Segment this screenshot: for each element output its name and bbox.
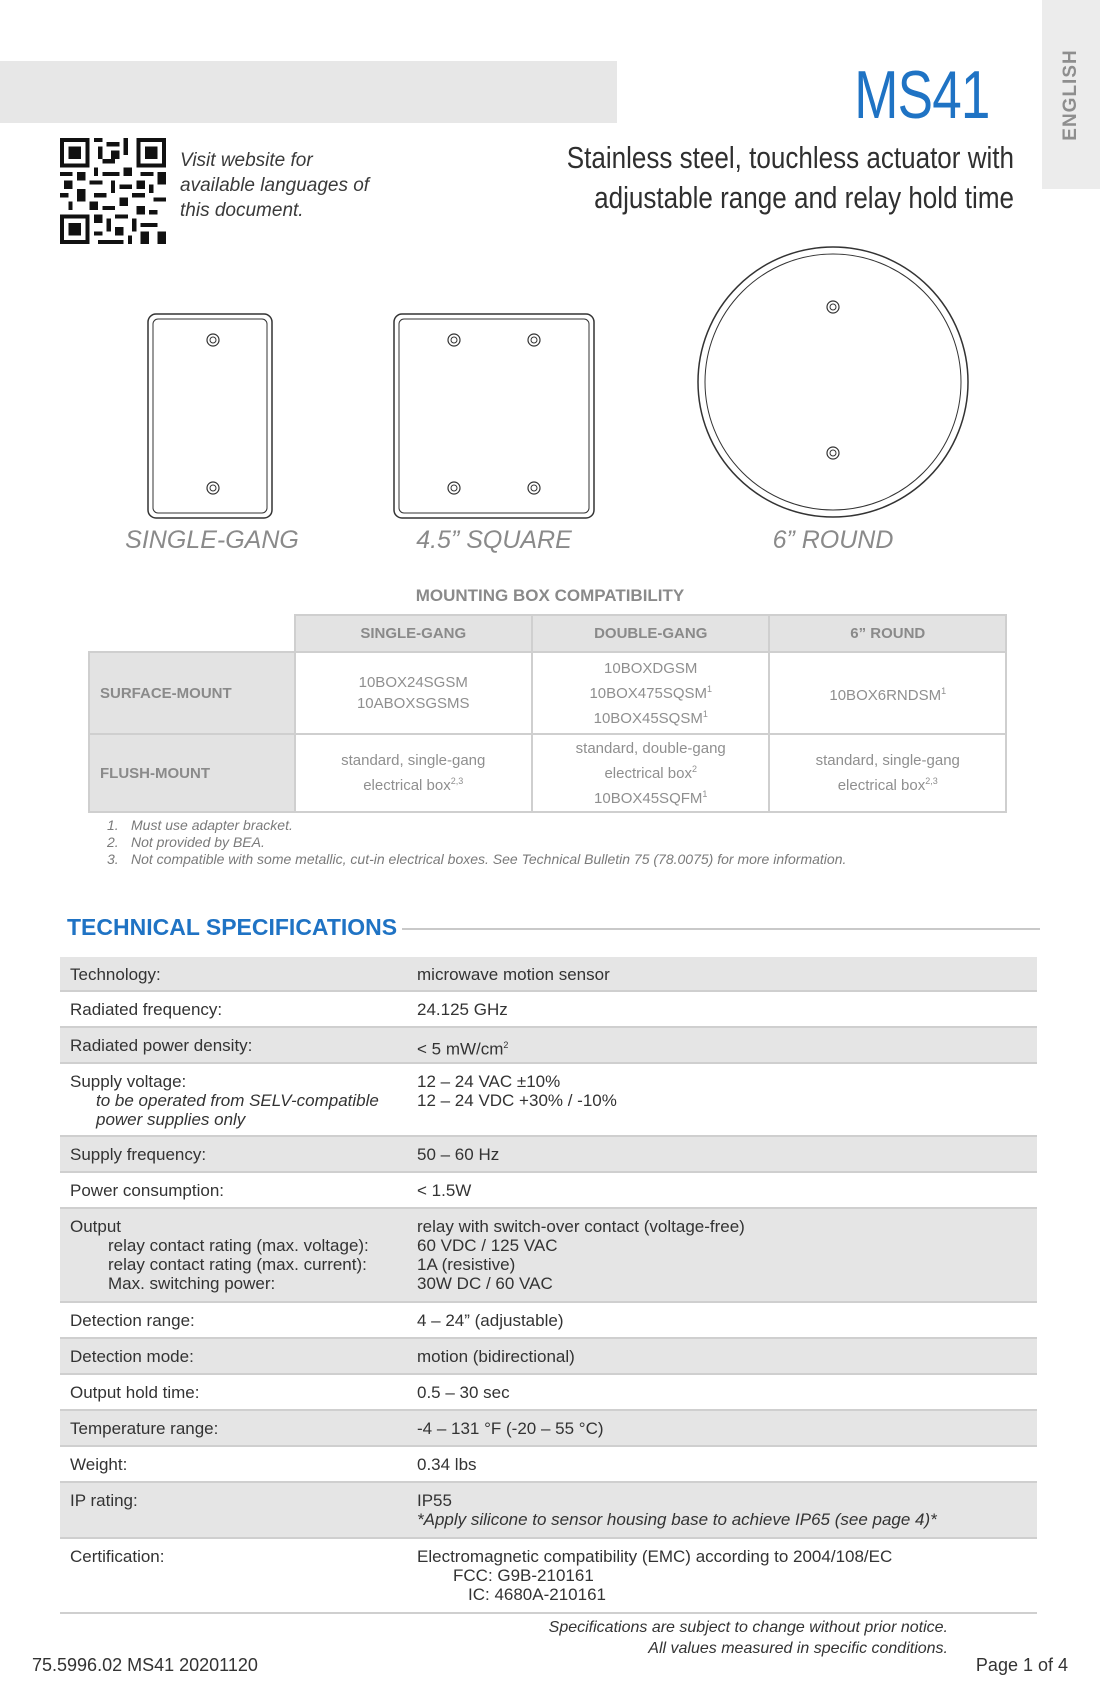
spec-value-line: 12 – 24 VDC +30% / -10%	[417, 1091, 617, 1110]
spec-value: 0.34 lbs	[417, 1455, 477, 1474]
spec-value: -4 – 131 °F (-20 – 55 °C)	[417, 1419, 604, 1438]
disclaimer-line-2: All values measured in specific conditions.	[648, 1640, 948, 1657]
spec-value	[417, 1072, 1037, 1128]
spec-value: 0.5 – 30 sec	[417, 1383, 510, 1402]
spec-row-output	[60, 1209, 1037, 1303]
cell-line	[534, 704, 768, 729]
table-cell	[769, 652, 1006, 734]
page-number: Page 1 of 4	[975, 1655, 1068, 1675]
table-cell	[532, 652, 770, 734]
cell-line	[534, 784, 768, 809]
row-header: FLUSH-MOUNT	[89, 734, 295, 812]
column-header: DOUBLE-GANG	[532, 615, 770, 652]
cell-line	[771, 771, 1004, 796]
cell-text: electrical box	[837, 777, 926, 794]
language-tab[interactable]	[1042, 0, 1100, 189]
spec-value: 24.125 GHz	[417, 1000, 508, 1019]
cell-text: 10BOX45SQFM	[594, 789, 703, 807]
round-plate-drawing	[693, 245, 973, 525]
spec-row-temperature	[60, 1411, 1037, 1447]
cell-line	[534, 759, 768, 784]
spec-value-line: 1A (resistive)	[417, 1255, 516, 1274]
spec-key-line: relay contact rating (max. current):	[108, 1255, 367, 1274]
footnote-ref: 2,3	[925, 776, 938, 786]
qr-caption-line-1: Visit website for	[180, 150, 313, 171]
qr-caption-line-2: available languages of	[180, 175, 370, 196]
table-corner	[89, 615, 295, 652]
footnote-number: 1.	[107, 817, 119, 833]
spec-key-line: Output	[70, 1217, 122, 1236]
cell-text: 10BOX475SQSM	[589, 684, 707, 702]
footnotes	[107, 817, 846, 868]
footnote-ref: 1	[702, 788, 708, 799]
table-cell	[295, 734, 532, 812]
footnote	[107, 817, 846, 834]
spec-value-line: *Apply silicone to sensor housing base to achieve IP65 (see page 4)*	[417, 1510, 937, 1529]
spec-row-supply-frequency	[60, 1137, 1037, 1173]
spec-row-power-density	[60, 1028, 1037, 1064]
footnote-text: Not provided by BEA.	[131, 834, 265, 850]
cell-line: standard, single-gang	[341, 752, 486, 769]
spec-row-certification	[60, 1539, 1037, 1614]
spec-value	[417, 1036, 1037, 1059]
cell-line	[297, 771, 530, 796]
table-row	[89, 652, 1006, 734]
language-tab-label: ENGLISH	[1060, 49, 1081, 141]
cell-text: 10BOX45SQSM	[593, 709, 703, 727]
cell-line: standard, double-gang	[575, 739, 726, 757]
disclaimer-line-1: Specifications are subject to change without prior notice.	[548, 1619, 948, 1636]
spec-value-line: FCC: G9B-210161	[453, 1566, 594, 1585]
spec-value	[417, 1217, 1037, 1294]
model-title: MS41	[854, 57, 990, 133]
single-gang-plate-drawing	[145, 311, 275, 521]
header-gray-bar	[0, 61, 617, 123]
spec-row-weight	[60, 1447, 1037, 1483]
spec-key: Supply frequency:	[70, 1145, 207, 1164]
table-cell	[769, 734, 1006, 812]
spec-value: microwave motion sensor	[417, 965, 610, 984]
subtitle-line-2: adjustable range and relay hold time	[594, 180, 1014, 215]
footnote	[107, 851, 846, 868]
spec-value-line: 12 – 24 VAC ±10%	[417, 1072, 561, 1091]
subtitle-line-1: Stainless steel, touchless actuator with	[566, 140, 1014, 175]
spec-key: Certification:	[70, 1547, 165, 1566]
spec-row-detection-range	[60, 1303, 1037, 1339]
column-header: 6” ROUND	[769, 615, 1006, 652]
spec-key: Radiated power density:	[70, 1036, 253, 1055]
single-gang-label: SINGLE-GANG	[125, 526, 299, 554]
spec-key-line: Max. switching power:	[108, 1274, 276, 1293]
spec-key: Power consumption:	[70, 1181, 225, 1200]
table-row	[89, 734, 1006, 812]
cell-text: electrical box	[604, 764, 692, 782]
footnote-ref: 1	[707, 683, 713, 694]
spec-row-hold-time	[60, 1375, 1037, 1411]
qr-caption-line-3: this document.	[180, 200, 304, 221]
footnote-text: Not compatible with some metallic, cut-in electrical boxes. See Technical Bulletin 75 (78.0075) for more information.	[131, 851, 847, 867]
spec-key: Output hold time:	[70, 1383, 200, 1402]
cell-line: 10BOXDGSM	[604, 659, 698, 677]
spec-value: motion (bidirectional)	[417, 1347, 575, 1366]
qr-code-icon[interactable]	[60, 138, 166, 244]
section-divider	[402, 928, 1040, 930]
footnote-ref: 1	[702, 708, 708, 719]
cell-line: 10ABOXSGSMS	[356, 695, 470, 712]
table-cell	[532, 734, 770, 812]
round-label: 6” ROUND	[772, 526, 894, 554]
disclaimer	[549, 1617, 948, 1659]
specifications-table	[60, 957, 1037, 1614]
superscript: 2	[503, 1040, 509, 1050]
spec-value-line: IC: 4680A-210161	[468, 1585, 606, 1604]
spec-key	[60, 1072, 417, 1128]
footnote-text: Must use adapter bracket.	[131, 817, 293, 833]
spec-value-line: 60 VDC / 125 VAC	[417, 1236, 558, 1255]
table-header-row	[89, 615, 1006, 652]
spec-row-ip-rating	[60, 1483, 1037, 1539]
spec-key: Detection mode:	[70, 1347, 194, 1366]
spec-value: < 1.5W	[417, 1181, 472, 1200]
footnote	[107, 834, 846, 851]
compatibility-title: MOUNTING BOX COMPATIBILITY	[415, 586, 685, 605]
spec-key: IP rating:	[70, 1491, 138, 1510]
product-subtitle	[544, 138, 1014, 218]
footnote-number: 3.	[107, 851, 119, 867]
spec-value: 4 – 24” (adjustable)	[417, 1311, 564, 1330]
spec-key: Radiated frequency:	[70, 1000, 223, 1019]
square-label: 4.5” SQUARE	[416, 526, 572, 554]
spec-key-line: to be operated from SELV-compatible	[96, 1091, 379, 1110]
spec-key-line: relay contact rating (max. voltage):	[108, 1236, 369, 1255]
cell-line: standard, single-gang	[815, 752, 960, 769]
spec-row-frequency	[60, 992, 1037, 1028]
cell-line: 10BOX24SGSM	[358, 674, 468, 691]
document-id: 75.5996.02 MS41 20201120	[32, 1655, 258, 1675]
square-plate-drawing	[391, 311, 597, 521]
table-cell	[295, 652, 532, 734]
spec-row-power-consumption	[60, 1173, 1037, 1209]
spec-key: Weight:	[70, 1455, 128, 1474]
spec-value	[417, 1547, 1037, 1605]
cell-text: 10BOX6RNDSM	[829, 686, 942, 704]
spec-row-technology	[60, 957, 1037, 992]
spec-value-line: relay with switch-over contact (voltage-free)	[417, 1217, 745, 1236]
technical-specifications-title: TECHNICAL SPECIFICATIONS	[67, 914, 398, 940]
qr-caption	[180, 148, 369, 223]
spec-key	[60, 1217, 417, 1294]
spec-key: Technology:	[70, 965, 161, 984]
compatibility-table	[88, 614, 1007, 813]
cell-line	[534, 679, 768, 704]
spec-key-line: Supply voltage:	[70, 1072, 187, 1091]
spec-value-line: IP55	[417, 1491, 452, 1510]
footnote-ref: 2,3	[450, 776, 464, 786]
spec-key-line: power supplies only	[96, 1110, 246, 1129]
spec-key: Temperature range:	[70, 1419, 219, 1438]
column-header: SINGLE-GANG	[295, 615, 532, 652]
footnote-ref: 2	[691, 763, 697, 774]
spec-key: Detection range:	[70, 1311, 195, 1330]
spec-value-line: 30W DC / 60 VAC	[417, 1274, 553, 1293]
spec-value-text: < 5 mW/cm	[417, 1039, 504, 1059]
row-header: SURFACE-MOUNT	[89, 652, 295, 734]
footnote-number: 2.	[107, 834, 119, 850]
spec-row-supply-voltage	[60, 1064, 1037, 1137]
spec-row-detection-mode	[60, 1339, 1037, 1375]
footnote-ref: 1	[941, 685, 947, 696]
spec-value: 50 – 60 Hz	[417, 1145, 500, 1164]
spec-value	[417, 1491, 1037, 1530]
cell-text: electrical box	[363, 777, 451, 794]
spec-value-line: Electromagnetic compatibility (EMC) according to 2004/108/EC	[417, 1547, 893, 1566]
